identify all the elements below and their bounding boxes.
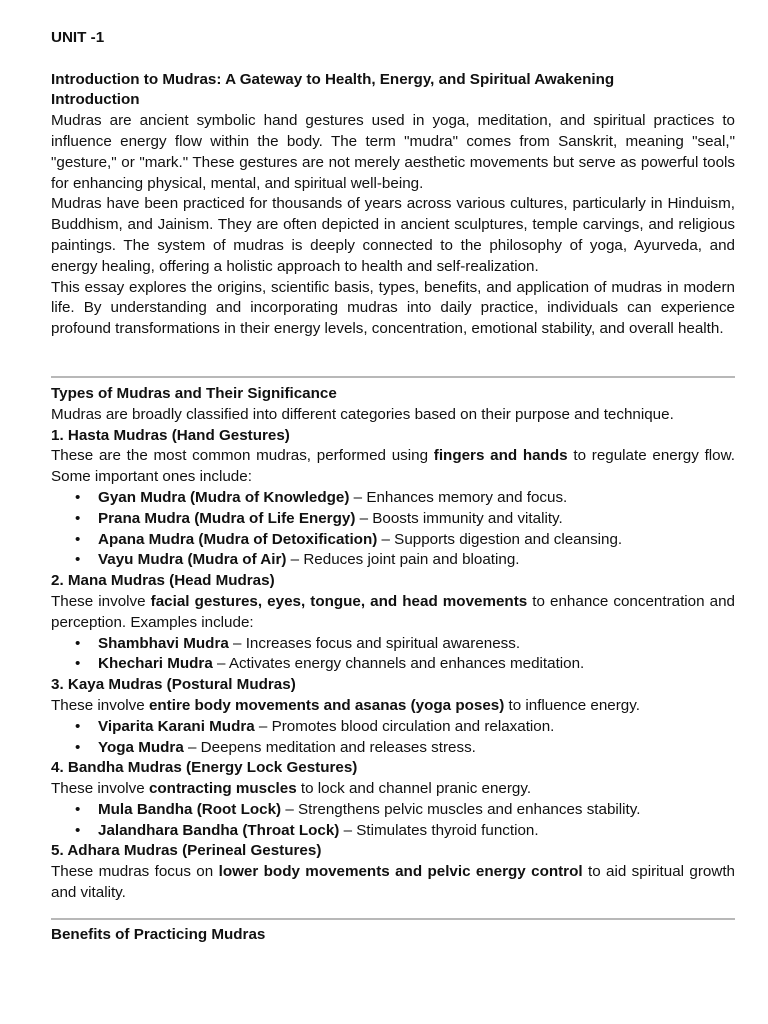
mudra-list — [51, 800, 735, 842]
list-item: • Vayu Mudra (Mudra of Air) – Reduces joint pain and bloating. — [51, 550, 735, 571]
section-heading: 1. Hasta Mudras (Hand Gestures) — [51, 426, 290, 444]
list-item: • Gyan Mudra (Mudra of Knowledge) – Enhances memory and focus. — [51, 488, 735, 509]
bullet-icon: • — [75, 800, 81, 818]
intro-paragraph: This essay explores the origins, scientific basis, types, benefits, and application of mudras in modern life. By understanding and incorporating mudras into daily practice, individuals can experience profound transformations in their energy levels, concentration, emotional stability, and overall health. — [51, 278, 735, 338]
bullet-icon: • — [75, 509, 81, 527]
section-description: These involve entire body movements and asanas (yoga poses) to influence energy. — [51, 696, 640, 714]
section-heading: 5. Adhara Mudras (Perineal Gestures) — [51, 842, 322, 860]
section-description: These involve facial gestures, eyes, tongue, and head movements to enhance concentration and perception. Examples include: — [51, 592, 735, 631]
list-item: • Shambhavi Mudra – Increases focus and spiritual awareness. — [51, 634, 735, 655]
document-body — [51, 28, 735, 946]
section-description: These are the most common mudras, performed using fingers and hands to regulate energy flow. Some important ones include: — [51, 447, 735, 486]
bullet-icon: • — [75, 717, 81, 735]
intro-title: Introduction to Mudras: A Gateway to Health, Energy, and Spiritual Awakening — [51, 70, 615, 88]
section-heading: 3. Kaya Mudras (Postural Mudras) — [51, 676, 296, 694]
list-item: • Apana Mudra (Mudra of Detoxification) – Supports digestion and cleansing. — [51, 530, 735, 551]
bullet-icon: • — [75, 821, 81, 839]
section-heading: 2. Mana Mudras (Head Mudras) — [51, 572, 275, 590]
bullet-icon: • — [75, 738, 81, 756]
intro-subtitle: Introduction — [51, 91, 140, 109]
list-item: • Mula Bandha (Root Lock) – Strengthens pelvic muscles and enhances stability. — [51, 800, 735, 821]
bullet-icon: • — [75, 655, 81, 673]
list-item: • Jalandhara Bandha (Throat Lock) – Stimulates thyroid function. — [51, 821, 735, 842]
types-intro: Mudras are broadly classified into different categories based on their purpose and technique. — [51, 405, 674, 423]
list-item: • Prana Mudra (Mudra of Life Energy) – Boosts immunity and vitality. — [51, 509, 735, 530]
unit-title: UNIT -1 — [51, 29, 105, 46]
list-item: • Khechari Mudra – Activates energy channels and enhances meditation. — [51, 654, 735, 675]
bullet-icon: • — [75, 488, 81, 506]
bullet-icon: • — [75, 551, 81, 569]
bullet-icon: • — [75, 634, 81, 652]
intro-paragraph: Mudras have been practiced for thousands of years across various cultures, particularly in Hinduism, Buddhism, and Jainism. They are often depicted in ancient sculptures, temple carvings, and religious paintings. The system of mudras is deeply connected to the philosophy of yoga, Ayurveda, and energy healing, offering a holistic approach to health and self-realization. — [51, 195, 735, 275]
bullet-icon: • — [75, 530, 81, 548]
section-description: These involve contracting muscles to lock and channel pranic energy. — [51, 780, 532, 798]
benefits-title: Benefits of Practicing Mudras — [51, 925, 266, 943]
intro-paragraph: Mudras are ancient symbolic hand gestures used in yoga, meditation, and spiritual practices to influence energy flow within the body. The term "mudra" comes from Sanskrit, meaning "seal," "gesture," or "mark." These gestures are not merely aesthetic movements but serve as powerful tools for enhancing physical, mental, and spiritual well-being. — [51, 112, 735, 192]
types-title: Types of Mudras and Their Significance — [51, 384, 337, 402]
list-item: • Yoga Mudra – Deepens meditation and releases stress. — [51, 738, 735, 759]
mudra-list — [51, 488, 735, 571]
mudra-list — [51, 717, 735, 759]
section-description: These mudras focus on lower body movements and pelvic energy control to aid spiritual growth and vitality. — [51, 863, 735, 902]
mudra-list — [51, 634, 735, 676]
list-item: • Viparita Karani Mudra – Promotes blood circulation and relaxation. — [51, 717, 735, 738]
section-heading: 4. Bandha Mudras (Energy Lock Gestures) — [51, 759, 358, 777]
